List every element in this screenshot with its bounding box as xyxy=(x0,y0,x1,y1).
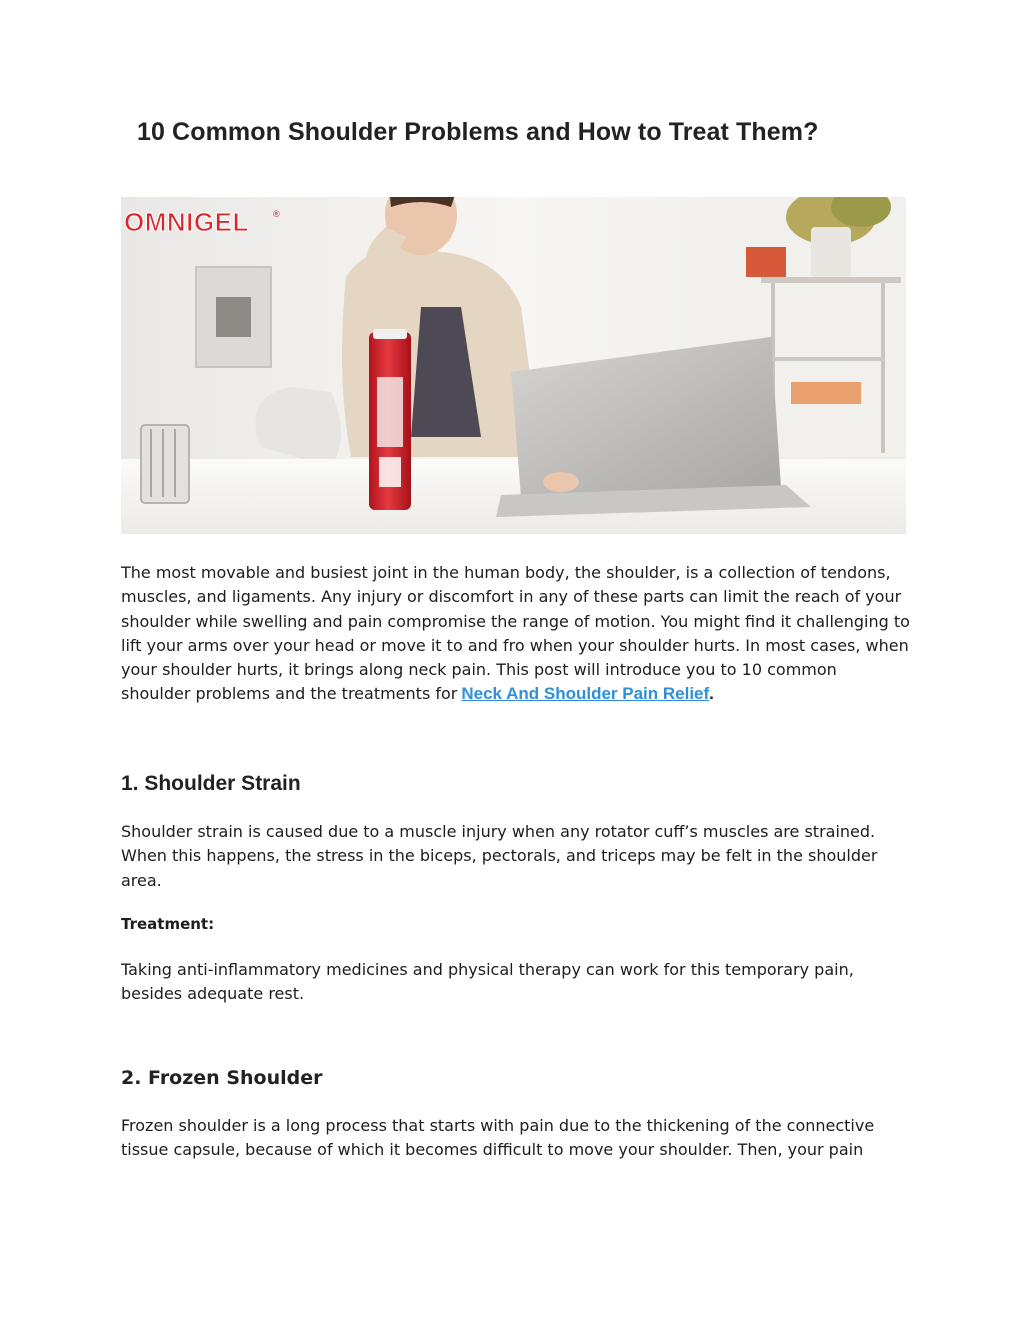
brand-logo: OMNIGEL xyxy=(124,207,249,237)
page-title: 10 Common Shoulder Problems and How to Treat Them? xyxy=(137,118,819,146)
shoulder-strain-paragraph: Shoulder strain is caused due to a muscle injury when any rotator cuff’s muscles are strained. When this happens, the stress in the biceps, pectorals, and triceps may be felt in the shoulder area. xyxy=(121,822,878,890)
hero-image xyxy=(121,197,906,534)
intro-period: . xyxy=(709,684,714,704)
svg-text:®: ® xyxy=(273,209,280,219)
frozen-shoulder-paragraph: Frozen shoulder is a long process that starts with pain due to the thickening of the connective tissue capsule, because of which it becomes difficult to move your shoulder. Then, your pain xyxy=(121,1116,875,1160)
section-heading-shoulder-strain: 1. Shoulder Strain xyxy=(121,772,301,795)
neck-shoulder-pain-relief-link[interactable]: Neck And Shoulder Pain Relief xyxy=(461,684,710,704)
treatment-label: Treatment: xyxy=(121,915,215,933)
section-heading-frozen-shoulder: 2. Frozen Shoulder xyxy=(121,1067,323,1089)
intro-paragraph xyxy=(121,561,911,707)
intro-text: The most movable and busiest joint in the human body, the shoulder, is a collection of tendons, muscles, and ligaments. Any injury or discomfort in any of these parts can limit the reach of your shoulder while swelling and pain compromise the range of motion. You might find it challenging to lift your arms over your head or move it to and fro when your shoulder hurts. In most cases, when your shoulder hurts, it brings along neck pain. This post will introduce you to 10 common shoulder problems and the treatments for xyxy=(121,563,910,704)
treatment-paragraph: Taking anti-inflammatory medicines and physical therapy can work for this temporary pain, besides adequate rest. xyxy=(121,960,854,1004)
